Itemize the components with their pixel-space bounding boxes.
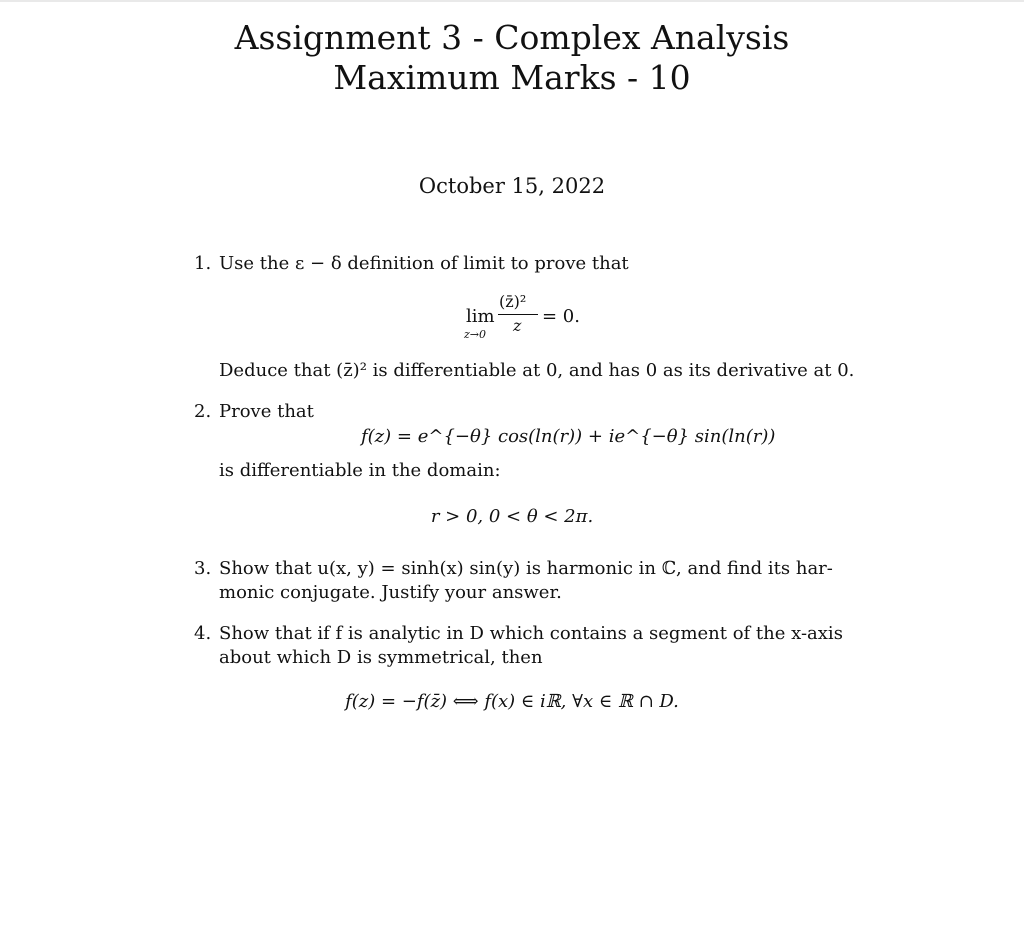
page-subtitle: Maximum Marks - 10	[333, 58, 691, 97]
question-1-deduce: Deduce that (z̄)² is differentiable at 0, and has 0 as its derivative at 0.	[219, 360, 855, 381]
question-2-mid: is differentiable in the domain:	[219, 460, 501, 481]
question-4-formula: f(z) = −f(z̄) ⟺ f(x) ∈ iℝ, ∀x ∈ ℝ ∩ D.	[345, 691, 679, 712]
document-date: October 15, 2022	[418, 174, 606, 198]
question-1-intro: Use the ε − δ definition of limit to prove that	[219, 253, 629, 274]
question-2-domain: r > 0, 0 < θ < 2π.	[430, 506, 594, 527]
question-1-limit	[458, 292, 598, 342]
question-3-line-2: monic conjugate. Justify your answer.	[219, 582, 562, 603]
question-2-intro: Prove that	[219, 401, 314, 422]
question-2-formula: f(z) = e^{−θ} cos(ln(r)) + ie^{−θ} sin(ln(r))	[361, 426, 776, 447]
question-3-number: 3.	[194, 558, 212, 579]
limit-operator: lim	[466, 306, 495, 327]
page-title: Assignment 3 - Complex Analysis	[234, 18, 790, 57]
question-4-line-2: about which D is symmetrical, then	[219, 647, 543, 668]
question-2-number: 2.	[194, 401, 212, 422]
fraction-bar	[498, 314, 538, 315]
question-4-line-1: Show that if f is analytic in D which contains a segment of the x-axis	[219, 623, 843, 644]
limit-numerator: (z̄)²	[499, 292, 527, 311]
question-4-number: 4.	[194, 623, 212, 644]
question-1-number: 1.	[194, 253, 212, 274]
limit-subscript: z→0	[464, 328, 487, 341]
question-3-line-1: Show that u(x, y) = sinh(x) sin(y) is harmonic in ℂ, and find its har-	[219, 558, 833, 579]
limit-result: = 0.	[542, 306, 580, 327]
limit-denominator: z	[513, 316, 522, 335]
